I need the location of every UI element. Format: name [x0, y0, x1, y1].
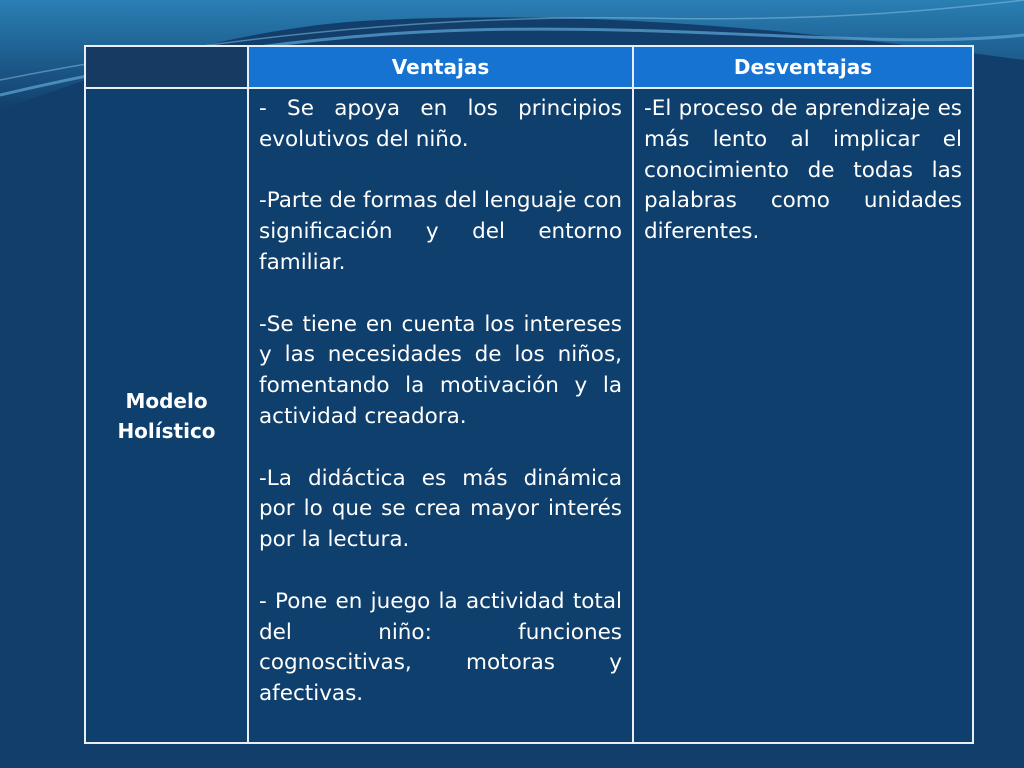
row-label-line2: Holístico [117, 418, 216, 443]
row-label [85, 88, 248, 743]
header-ventajas: Ventajas [248, 46, 633, 88]
ventaja-item: - Pone en juego la actividad total del niño: funciones cognoscitivas, motoras y afectivas. [259, 588, 622, 707]
ventaja-item: - Se apoya en los principios evolutivos del niño. [259, 96, 622, 152]
ventaja-item: -Se tiene en cuenta los intereses y las necesidades de los niños, fomentando la motivación y la actividad creadora. [259, 311, 622, 429]
ventajas-cell [248, 88, 633, 743]
desventaja-item: -El proceso de aprendizaje es más lento al implicar el conocimiento de todas las palabras como unidades diferentes. [644, 96, 962, 245]
header-row [85, 46, 973, 88]
row-label-line1: Modelo [125, 388, 208, 413]
desventajas-cell [633, 88, 973, 743]
table-row [85, 88, 973, 743]
ventajas-text [249, 89, 632, 710]
desventajas-text [634, 89, 972, 248]
comparison-table [84, 45, 974, 744]
ventaja-item: -La didáctica es más dinámica por lo que se crea mayor interés por la lectura. [259, 465, 622, 553]
ventaja-item: -Parte de formas del lenguaje con significación y del entorno familiar. [259, 188, 622, 275]
corner-cell [85, 46, 248, 88]
header-desventajas: Desventajas [633, 46, 973, 88]
